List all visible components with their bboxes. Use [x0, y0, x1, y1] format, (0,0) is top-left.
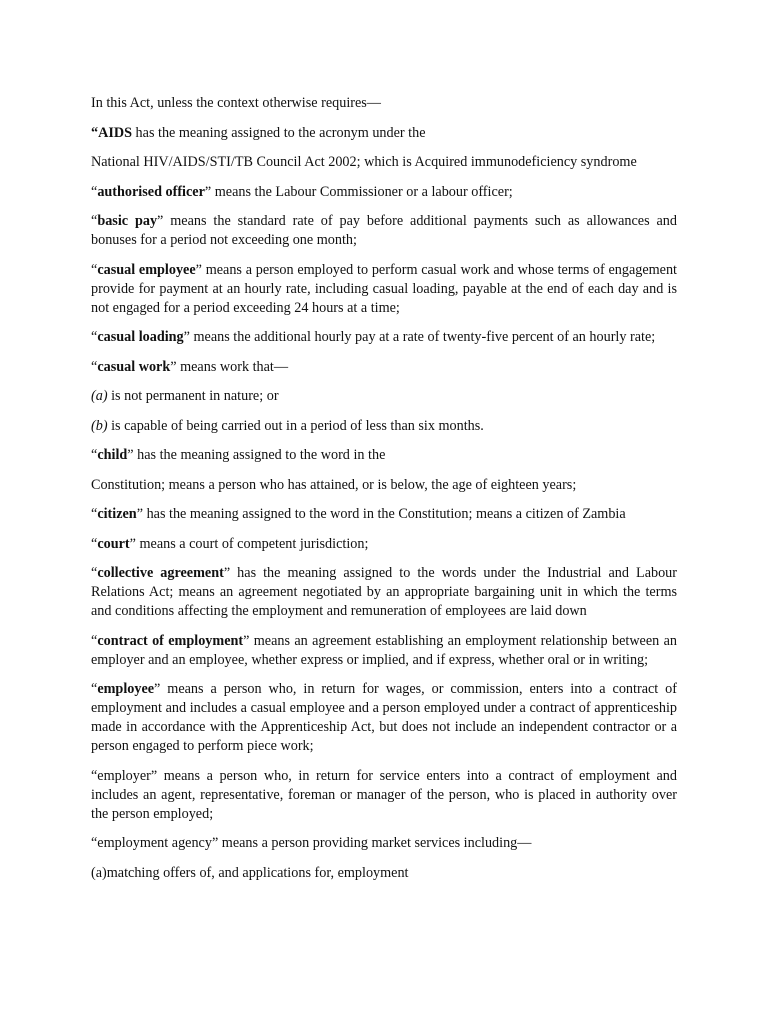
list-item-b [91, 417, 677, 436]
definition-child-continued: Constitution; means a person who has attained, or is below, the age of eighteen years; [91, 476, 577, 493]
definition-basic-pay: “basic pay” means the standard rate of pay before additional payments such as allowances and bonuses for a period not exceeding one month; [91, 213, 677, 248]
definition-employer: “employer” means a person who, in return for service enters into a contract of employment and includes an agent, representative, foreman or manager of the person, who is placed in authority over the person employed; [91, 767, 677, 822]
definition-authorised-officer: “authorised officer” means the Labour Commissioner or a labour officer; [91, 183, 513, 200]
definition-term: employee [97, 681, 155, 697]
document-page [91, 94, 677, 893]
definition-term: court [97, 535, 130, 552]
definition-collective-agreement: “collective agreement” has the meaning assigned to the words under the Industrial and Labour Relations Act; means an agreement negotiated by an appropriate bargaining unit in which the terms and conditions affecting the employment and remuneration of employees are laid down [91, 565, 677, 619]
definition-term: authorised officer [97, 183, 205, 200]
list-item-a [91, 387, 677, 406]
definition-term: basic pay [97, 213, 158, 229]
definition-term: collective agreement [97, 565, 224, 581]
definition-term: contract of employment [97, 632, 244, 649]
definition-body: means a person employed to perform casual work and whose terms of engagement provide for payment at an hourly rate, including casual loading, payable at the end of each day and is not engaged for a period exceeding 24 hours at a time; [91, 261, 677, 316]
definition-term: casual employee [97, 261, 196, 278]
definition-citizen: “citizen” has the meaning assigned to the word in the Constitution; means a citizen of Zambia [91, 506, 626, 522]
definition-body: means a person who, in return for wages, or commission, enters into a contract of employment and includes a casual employee and a person employed under a contract of apprenticeship made in accordance with the Apprenticeship Act, but does not include an independent contractor or a person engaged to perform piece work; [91, 681, 677, 754]
definition-term: citizen [97, 506, 137, 522]
definition-body: means a court of competent jurisdiction; [135, 535, 369, 552]
definition-employment-agency: “employment agency” means a person providing market services including— [91, 835, 532, 851]
list-marker: (a) [91, 388, 108, 404]
definition-body: means work that— [176, 358, 289, 375]
definition-body: has the meaning assigned to the acronym under the [132, 124, 426, 141]
definition-casual-work: “casual work” means work that— [91, 358, 289, 375]
definition-aids [91, 124, 677, 143]
definition-body: has the meaning assigned to the word in the [133, 447, 386, 463]
definition-body: means the standard rate of pay before additional payments such as allowances and bonuses for a period not exceeding one month; [91, 213, 677, 248]
definition-contract-of-employment: “contract of employment” means an agreement establishing an employment relationship between an employer and an employee, whether express or implied, and if express, whether oral or in writing; [91, 632, 677, 668]
definition-term: “AIDS [91, 124, 132, 141]
intro-paragraph: In this Act, unless the context otherwise requires— [91, 95, 381, 111]
definition-casual-loading: “casual loading” means the additional hourly pay at a rate of twenty-five percent of an hourly rate; [91, 329, 656, 345]
definition-term: child [97, 447, 128, 463]
definition-body: means the additional hourly pay at a rate of twenty-five percent of an hourly rate; [189, 329, 656, 345]
list-marker: (b) [91, 417, 108, 434]
definition-term: casual work [97, 358, 171, 375]
definition-child: “child” has the meaning assigned to the word in the [91, 447, 386, 463]
definition-employee: “employee” means a person who, in return for wages, or commission, enters into a contract of employment and includes a casual employee and a person employed under a contract of apprenticeship made in accordance with the Apprenticeship Act, but does not include an independent contractor or a person engaged to perform piece work; [91, 681, 677, 754]
definition-casual-employee: “casual employee” means a person employed to perform casual work and whose terms of engagement provide for payment at an hourly rate, including casual loading, payable at the end of each day and is not engaged for a period exceeding 24 hours at a time; [91, 261, 677, 316]
list-item-a-employment-agency: (a)matching offers of, and applications for, employment [91, 864, 409, 881]
definition-term: casual loading [97, 329, 184, 345]
definition-body: has the meaning assigned to the word in the Constitution; means a citizen of Zambia [143, 506, 626, 522]
definition-body: means the Labour Commissioner or a labour officer; [211, 183, 513, 200]
list-item-text: is capable of being carried out in a period of less than six months. [107, 417, 484, 434]
definition-aids-continued: National HIV/AIDS/STI/TB Council Act 2002; which is Acquired immunodeficiency syndrome [91, 154, 637, 170]
definition-body: means an agreement establishing an employment relationship between an employer and an employee, whether express or implied, and if express, whether oral or in writing; [91, 632, 677, 668]
list-item-text: is not permanent in nature; or [107, 388, 279, 404]
definition-court: “court” means a court of competent jurisdiction; [91, 535, 369, 552]
definition-body: has the meaning assigned to the words under the Industrial and Labour Relations Act; means an agreement negotiated by an appropriate bargaining unit in which the terms and conditions affecting the employment and remuneration of employees are laid down [91, 565, 677, 619]
